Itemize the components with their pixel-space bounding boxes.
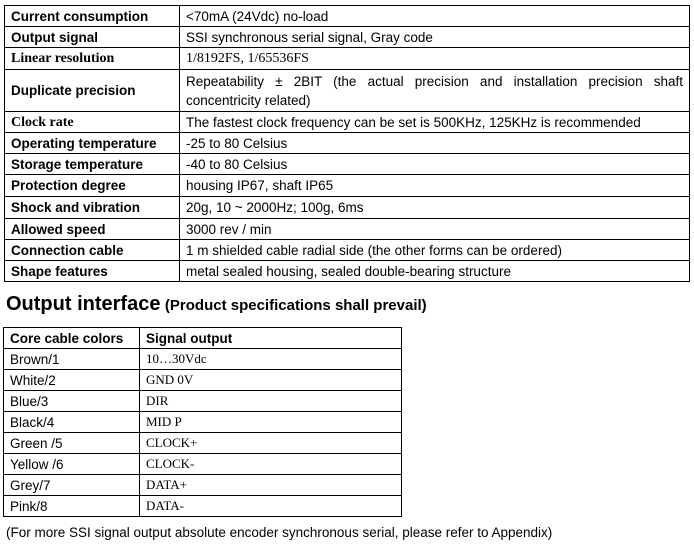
spec-label: Protection degree	[5, 175, 180, 197]
spec-label: Current consumption	[5, 6, 180, 27]
spec-row	[5, 27, 690, 48]
spec-row	[5, 197, 690, 219]
spec-value: metal sealed housing, sealed double-bearing structure	[180, 261, 690, 282]
signal-output: GND 0V	[140, 370, 402, 391]
table-row	[4, 475, 402, 496]
spec-value: 20g, 10 ~ 2000Hz; 100g, 6ms	[180, 197, 690, 219]
spec-label: Shape features	[5, 261, 180, 282]
column-header-signal: Signal output	[140, 328, 402, 349]
spec-value: -40 to 80 Celsius	[180, 154, 690, 175]
spec-row	[5, 6, 690, 27]
column-header-colors: Core cable colors	[4, 328, 140, 349]
cable-color: Yellow /6	[4, 454, 140, 475]
spec-row	[5, 154, 690, 175]
spec-value: <70mA (24Vdc) no-load	[180, 6, 690, 27]
spec-value: 1 m shielded cable radial side (the other forms can be ordered)	[180, 240, 690, 261]
signal-output: DATA-	[140, 496, 402, 517]
spec-label: Output signal	[5, 27, 180, 48]
signal-output: DATA+	[140, 475, 402, 496]
spec-value: Repeatability ± 2BIT (the actual precision and installation precision shaft concentricity related)	[180, 70, 690, 112]
signal-output: DIR	[140, 391, 402, 412]
table-header-row	[4, 328, 402, 349]
output-interface-heading	[6, 293, 427, 316]
table-row	[4, 370, 402, 391]
spec-value: SSI synchronous serial signal, Gray code	[180, 27, 690, 48]
signal-output: CLOCK-	[140, 454, 402, 475]
spec-value: -25 to 80 Celsius	[180, 133, 690, 154]
spec-row	[5, 70, 690, 112]
table-row	[4, 496, 402, 517]
spec-label: Shock and vibration	[5, 197, 180, 219]
spec-row	[5, 240, 690, 261]
spec-row	[5, 133, 690, 154]
spec-value: 3000 rev / min	[180, 219, 690, 240]
section-title: Output interface	[6, 293, 161, 315]
specifications-table	[4, 5, 690, 282]
signal-output: CLOCK+	[140, 433, 402, 454]
spec-label: Connection cable	[5, 240, 180, 261]
table-row	[4, 349, 402, 370]
spec-row	[5, 261, 690, 282]
cable-color: Brown/1	[4, 349, 140, 370]
appendix-note: (For more SSI signal output absolute encoder synchronous serial, please refer to Appendix)	[6, 525, 553, 540]
table-row	[4, 391, 402, 412]
output-interface-table	[3, 327, 402, 517]
spec-value: The fastest clock frequency can be set is 500KHz, 125KHz is recommended	[180, 112, 690, 133]
table-row	[4, 454, 402, 475]
spec-label: Duplicate precision	[5, 70, 180, 112]
cable-color: Grey/7	[4, 475, 140, 496]
cable-color: White/2	[4, 370, 140, 391]
spec-label: Clock rate	[5, 112, 180, 133]
spec-value: housing IP67, shaft IP65	[180, 175, 690, 197]
spec-label: Linear resolution	[5, 48, 180, 70]
spec-row	[5, 219, 690, 240]
spec-label: Storage temperature	[5, 154, 180, 175]
spec-label: Operating temperature	[5, 133, 180, 154]
spec-value: 1/8192FS, 1/65536FS	[180, 48, 690, 70]
signal-output: MID P	[140, 412, 402, 433]
cable-color: Green /5	[4, 433, 140, 454]
section-subtitle: (Product specifications shall prevail)	[164, 297, 427, 314]
signal-output: 10…30Vdc	[140, 349, 402, 370]
table-row	[4, 433, 402, 454]
spec-row	[5, 48, 690, 70]
cable-color: Blue/3	[4, 391, 140, 412]
spec-row	[5, 112, 690, 133]
cable-color: Pink/8	[4, 496, 140, 517]
spec-label: Allowed speed	[5, 219, 180, 240]
table-row	[4, 412, 402, 433]
spec-row	[5, 175, 690, 197]
cable-color: Black/4	[4, 412, 140, 433]
